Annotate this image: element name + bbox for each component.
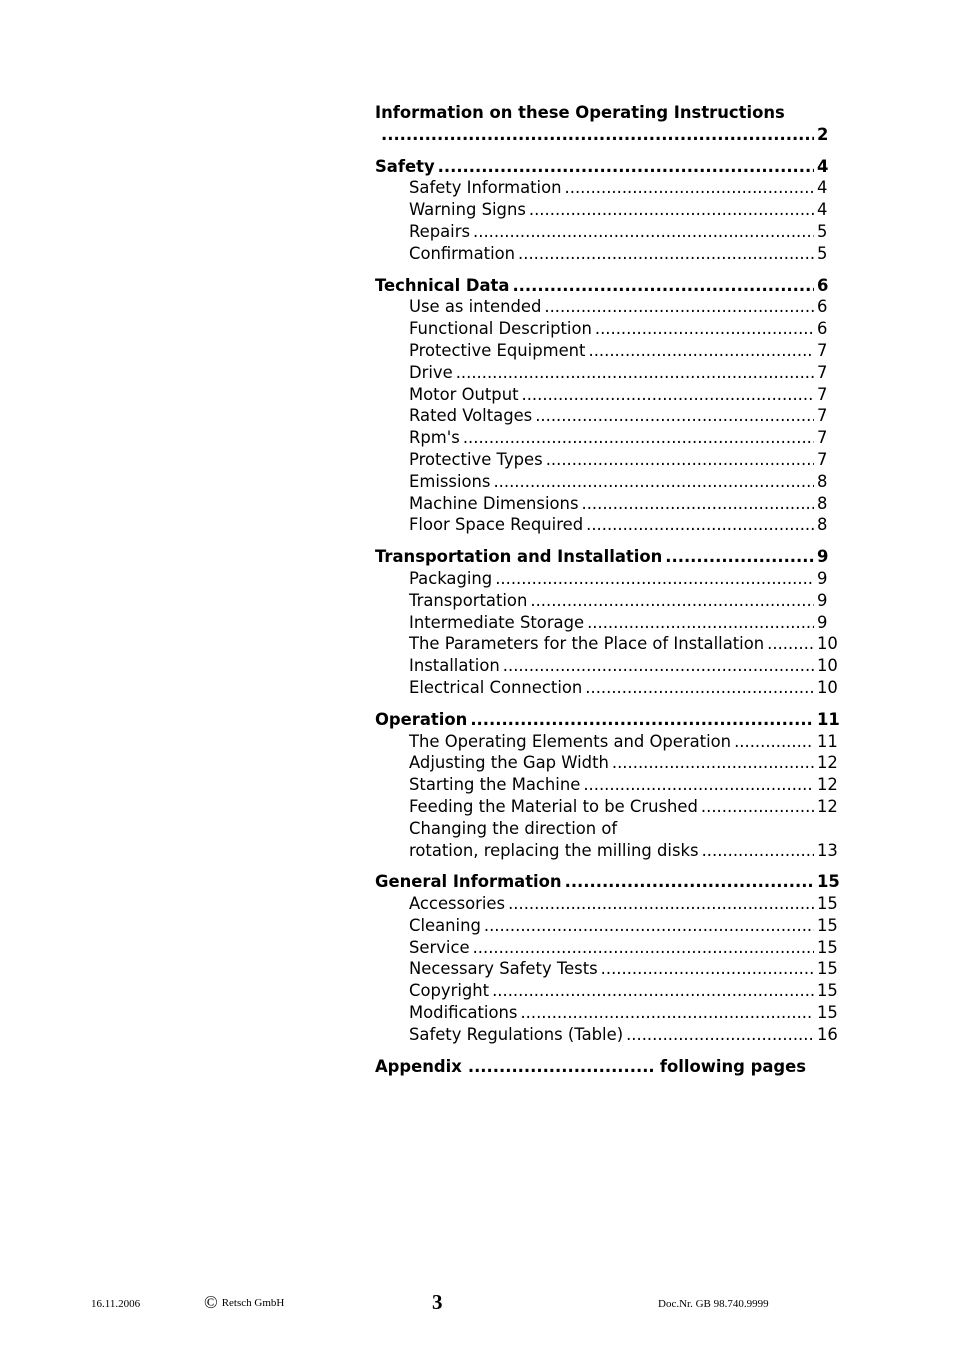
leader-dots — [587, 612, 814, 634]
toc-page-number: 6 — [817, 275, 829, 295]
toc-item[interactable] — [375, 243, 845, 265]
toc-entry-label: Modifications — [409, 1003, 518, 1023]
toc-section-heading[interactable] — [375, 709, 845, 731]
toc-page-number: 7 — [817, 428, 828, 448]
toc-item[interactable] — [375, 471, 845, 493]
leader-dots — [586, 514, 814, 536]
toc-section — [375, 546, 845, 699]
toc-page-number: 6 — [817, 319, 828, 339]
leader-dots — [588, 340, 814, 362]
toc-entry-label: Installation — [409, 656, 500, 676]
toc-entry-label: Accessories — [409, 894, 506, 914]
leader-dots — [546, 449, 814, 471]
toc-item[interactable] — [375, 427, 845, 449]
toc-entry-label: Functional Description — [409, 319, 592, 339]
leader-dots — [701, 796, 814, 818]
leader-dots — [473, 937, 814, 959]
toc-page-number: 9 — [817, 590, 828, 610]
toc-item[interactable] — [375, 1024, 845, 1046]
toc-item[interactable] — [375, 296, 845, 318]
leader-dots — [484, 915, 814, 937]
toc-appendix-entry[interactable] — [375, 1056, 845, 1078]
toc-page-number: 15 — [817, 894, 838, 914]
toc-page-number: 7 — [817, 362, 828, 382]
toc-entry-label: Floor Space Required — [409, 515, 584, 535]
toc-page-number: 11 — [817, 709, 840, 729]
footer-company: Retsch GmbH — [221, 1297, 285, 1309]
leader-dots — [665, 546, 814, 568]
toc-intro-title[interactable]: Information on these Operating Instructions — [375, 103, 785, 122]
toc-section — [375, 709, 845, 862]
toc-entry-label: rotation, replacing the milling disks — [409, 840, 699, 860]
toc-entry-label: Protective Types — [409, 449, 543, 469]
leader-dots — [529, 199, 814, 221]
toc-entry-label: Operation — [375, 709, 468, 729]
toc-item[interactable] — [375, 590, 845, 612]
toc-page-number: 12 — [817, 753, 838, 773]
toc-page-number: 9 — [817, 547, 829, 567]
toc-item[interactable] — [375, 177, 845, 199]
toc-item[interactable] — [375, 980, 845, 1002]
toc-item[interactable] — [375, 752, 845, 774]
toc-page-number: 4 — [817, 178, 828, 198]
toc-item[interactable] — [375, 318, 845, 340]
toc-page-number: 12 — [817, 796, 838, 816]
toc-entry-label: The Parameters for the Place of Installation — [409, 634, 765, 654]
toc-item[interactable] — [375, 514, 845, 536]
toc-intro-entry[interactable] — [375, 124, 845, 146]
toc-page-number: 5 — [817, 243, 828, 263]
toc-entry-label: Emissions — [409, 471, 491, 491]
toc-item[interactable] — [375, 612, 845, 634]
toc-page-number: 4 — [817, 200, 828, 220]
toc-item[interactable] — [375, 731, 845, 753]
toc-section — [375, 156, 845, 265]
leader-dots — [595, 318, 814, 340]
leader-dots — [702, 840, 814, 862]
toc-page-number: 13 — [817, 840, 838, 860]
toc-entry-label: Safety Information — [409, 178, 562, 198]
toc-item[interactable] — [375, 893, 845, 915]
toc-entry-label: Drive — [409, 362, 453, 382]
toc-entry-label: Rpm's — [409, 428, 460, 448]
leader-dots — [582, 493, 815, 515]
toc-page-number: 15 — [817, 872, 840, 892]
toc-section-heading[interactable] — [375, 275, 845, 297]
leader-dots — [585, 677, 814, 699]
leader-dots — [626, 1024, 814, 1046]
toc-entry-label: Copyright — [409, 981, 490, 1001]
toc-entry-label: Safety — [375, 156, 435, 176]
toc-entry-label: Appendix — [375, 1056, 462, 1076]
toc-item[interactable] — [375, 774, 845, 796]
leader-dots — [473, 221, 814, 243]
toc-entry-label: Repairs — [409, 221, 471, 241]
toc-item[interactable] — [375, 677, 845, 699]
toc-page-number: 15 — [817, 981, 838, 1001]
toc-page-number: 7 — [817, 449, 828, 469]
toc-item[interactable] — [375, 449, 845, 471]
toc-page-number: following pages — [659, 1056, 807, 1076]
toc-item[interactable] — [375, 199, 845, 221]
leader-dots — [508, 893, 814, 915]
toc-entry-label: Necessary Safety Tests — [409, 959, 598, 979]
toc-item[interactable] — [375, 384, 845, 406]
toc-entry-label: Confirmation — [409, 243, 516, 263]
toc-item[interactable] — [375, 915, 845, 937]
copyright-icon: © — [204, 1292, 218, 1312]
toc-intro — [375, 102, 845, 146]
leader-dots — [381, 124, 814, 146]
toc-section-heading[interactable] — [375, 546, 845, 568]
leader-dots — [518, 243, 814, 265]
toc-entry-label: Motor Output — [409, 384, 519, 404]
toc-sections — [375, 156, 845, 1046]
toc-item[interactable] — [375, 796, 845, 818]
toc-item[interactable] — [375, 568, 845, 590]
toc-item[interactable] — [375, 818, 845, 840]
leader-dots — [565, 871, 814, 893]
toc-appendix — [375, 1056, 845, 1078]
footer-doc-number: Doc.Nr. GB 98.740.9999 — [658, 1298, 769, 1310]
toc-page-number: 15 — [817, 959, 838, 979]
toc-page-number: 15 — [817, 915, 838, 935]
leader-dots — [544, 296, 814, 318]
toc-page-number: 12 — [817, 775, 838, 795]
toc-entry-label: Adjusting the Gap Width — [409, 753, 609, 773]
toc-page-number: 4 — [817, 156, 829, 176]
toc-entry-label: Rated Voltages — [409, 406, 533, 426]
toc-entry-label: Feeding the Material to be Crushed — [409, 796, 698, 816]
leader-dots — [503, 655, 814, 677]
leader-dots — [734, 731, 814, 753]
toc-page-number: 8 — [817, 471, 828, 491]
toc-entry-label: Transportation and Installation — [375, 547, 663, 567]
leader-dots — [512, 275, 814, 297]
toc-page-number: 11 — [817, 731, 838, 751]
leader-dots — [456, 362, 814, 384]
toc-entry-label: Machine Dimensions — [409, 493, 579, 513]
toc-page-number: 6 — [817, 297, 828, 317]
leader-dots — [601, 958, 814, 980]
leader-dots — [522, 384, 814, 406]
toc-page-number: 15 — [817, 937, 838, 957]
toc-entry-label: Starting the Machine — [409, 775, 581, 795]
toc-entry-label: Technical Data — [375, 275, 510, 295]
leader-dots — [530, 590, 814, 612]
toc-item[interactable] — [375, 405, 845, 427]
toc-entry-label: Service — [409, 937, 470, 957]
toc-entry-label: The Operating Elements and Operation — [409, 731, 732, 751]
leader-dots — [463, 427, 814, 449]
toc-section — [375, 275, 845, 537]
toc-entry-label: Warning Signs — [409, 200, 526, 220]
toc-section-heading[interactable] — [375, 156, 845, 178]
toc-entry-label: Changing the direction of — [409, 818, 618, 838]
toc-entry-label: Electrical Connection — [409, 677, 583, 697]
toc-item[interactable] — [375, 493, 845, 515]
toc-entry-label: General Information — [375, 872, 562, 892]
toc-page-number: 7 — [817, 406, 828, 426]
toc-entry-label: Use as intended — [409, 297, 542, 317]
toc-item[interactable] — [375, 362, 845, 384]
leader-dots — [468, 1056, 654, 1078]
toc-item[interactable] — [375, 655, 845, 677]
leader-dots — [470, 709, 814, 731]
toc-item[interactable] — [375, 937, 845, 959]
toc-page-number: 10 — [817, 677, 838, 697]
leader-dots — [492, 980, 814, 1002]
toc-section — [375, 871, 845, 1045]
toc-item[interactable] — [375, 340, 845, 362]
toc-page-number: 7 — [817, 340, 828, 360]
leader-dots — [438, 156, 814, 178]
toc-page-number: 5 — [817, 221, 828, 241]
toc-section-heading[interactable] — [375, 871, 845, 893]
toc-entry-label: Intermediate Storage — [409, 612, 585, 632]
leader-dots — [535, 405, 814, 427]
footer-date: 16.11.2006 — [91, 1298, 141, 1310]
toc-entry-label: Protective Equipment — [409, 340, 586, 360]
toc-entry-label: Cleaning — [409, 915, 481, 935]
toc-page-number: 15 — [817, 1003, 838, 1023]
leader-dots — [520, 1002, 814, 1024]
toc-item[interactable] — [375, 221, 845, 243]
leader-dots — [565, 177, 814, 199]
toc-item[interactable] — [375, 840, 845, 862]
page-footer — [0, 1290, 954, 1314]
toc-page-number: 8 — [817, 493, 828, 513]
table-of-contents — [375, 102, 845, 1087]
leader-dots — [767, 633, 814, 655]
toc-page-number: 16 — [817, 1024, 838, 1044]
toc-page-number: 10 — [817, 634, 838, 654]
toc-item[interactable] — [375, 958, 845, 980]
toc-page-number: 9 — [817, 612, 828, 632]
toc-page-number: 9 — [817, 568, 828, 588]
leader-dots — [583, 774, 814, 796]
leader-dots — [612, 752, 814, 774]
toc-entry-label: Transportation — [409, 590, 528, 610]
toc-entry-label: Safety Regulations (Table) — [409, 1024, 624, 1044]
footer-copyright — [204, 1292, 284, 1313]
leader-dots — [495, 568, 814, 590]
toc-item[interactable] — [375, 633, 845, 655]
toc-page-number: 10 — [817, 656, 838, 676]
toc-entry-label: Packaging — [409, 568, 493, 588]
footer-page-number: 3 — [432, 1290, 443, 1314]
leader-dots — [493, 471, 814, 493]
toc-page-number: 7 — [817, 384, 828, 404]
toc-page-number: 8 — [817, 515, 828, 535]
toc-page-number: 2 — [817, 124, 829, 144]
toc-item[interactable] — [375, 1002, 845, 1024]
